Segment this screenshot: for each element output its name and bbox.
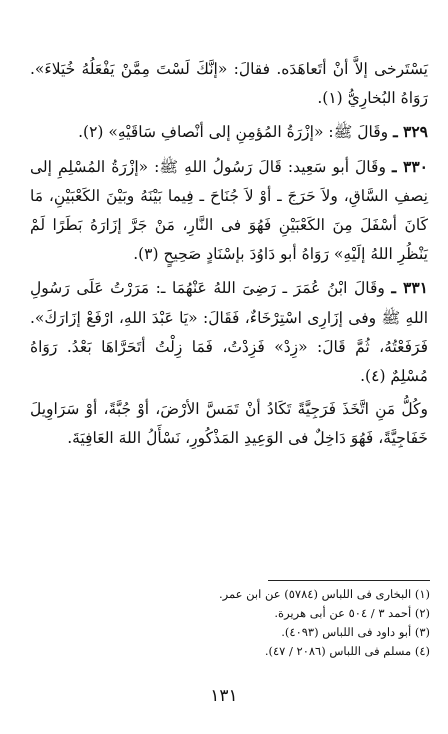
footnotes: [110, 585, 430, 661]
paragraph-text: يَسْتَرخى إلاَّ أنْ أتَعاهَدَه. فقالَ: «إنَّكَ لَسْتَ مِمَّنْ يَفْعَلُهُ خُيَلاءَ». رَوَاهُ البُخارِيُّ (١).: [30, 60, 428, 108]
main-text: [30, 55, 428, 454]
footnote-3: (٣) أبو داود فى اللباس (٤٠٩٣).: [281, 625, 430, 639]
footnote-1: (١) البخارى فى اللباس (٥٧٨٤) عن ابن عمر.: [219, 587, 430, 601]
page-number: ١٣١: [210, 686, 238, 706]
footnote-2: (٢) أحمد ٣ / ٥٠٤ عن أبى هريرة.: [274, 606, 430, 620]
hadith-number: ٣٢٩ ـ: [393, 122, 428, 142]
hadith-329: [30, 117, 428, 147]
hadith-text: وقَالَ أبو سَعِيد: قَالَ رَسُولُ اللهِ ﷺ: «إزْرَةُ المُسْلِمِ إلى نِصفِ السَّاقِ، ولاَ حَرَجَ ـ أوْ لاَ جُنَاحَ ـ فِيما بَيْنَهُ وبَيْنَ الكَعْبَيْنِ، مَا كَانَ أسْفَلَ مِنَ الكَعْبَيْنِ فَهُوَ فى النَّارِ، مَنْ جَرَّ إزَارَهُ بَطَرًا لَمْ يَنْظُرِ اللهُ إلَيْهِ» رَوَاهُ أبو دَاوُدَ بإسْنَادٍ صَحِيحٍ (٣).: [30, 157, 428, 264]
continuation-paragraph: [30, 55, 428, 113]
footnote-divider: [268, 580, 430, 581]
hadith-330: [30, 152, 428, 270]
closing-paragraph: [30, 395, 428, 453]
footnote-4: (٤) مسلم فى اللباس (٢٠٨٦ / ٤٧).: [264, 644, 430, 658]
hadith-331: [30, 273, 428, 391]
hadith-number: ٣٣٠ ـ: [391, 156, 428, 176]
hadith-text: وقَالَ ابْنُ عُمَرَ ـ رَضِىَ اللهُ عَنْهُمَا ـ: مَرَرْتُ عَلَى رَسُولِ اللهِ ﷺ وفى إزَارِى اسْتِرْخَاءٌ، فَقَالَ: «يَا عَبْدَ اللهِ، ارْفَعْ إزَارَكَ». فَرَفَعْتُهُ، ثُمَّ قَالَ: «زِدْ» فَزِدْتُ، فَمَا زِلْتُ أتَحَرَّاهَا بَعْدُ. رَوَاهُ مُسْلِمٌ (٤).: [30, 279, 428, 386]
paragraph-text: وكُلُّ مَنِ اتَّخَذَ فَرَجِيَّةً تَكَادُ أنْ تَمَسَّ الأرْضَ، أوْ جُبَّةً، أوْ سَرَاوِيلَ خَفَاجِيَّةً، فَهُوَ دَاخِلٌ فى الوَعِيدِ المَذْكُورِ، نَسْأَلُ اللهَ العَافِيَةَ.: [30, 400, 428, 448]
hadith-number: ٣٣١ ـ: [391, 278, 428, 298]
hadith-text: وقَالَ ﷺ: «إزْرَةُ المُؤمِنِ إلى أنْصافِ سَاقَيْهِ» (٢).: [78, 123, 389, 142]
